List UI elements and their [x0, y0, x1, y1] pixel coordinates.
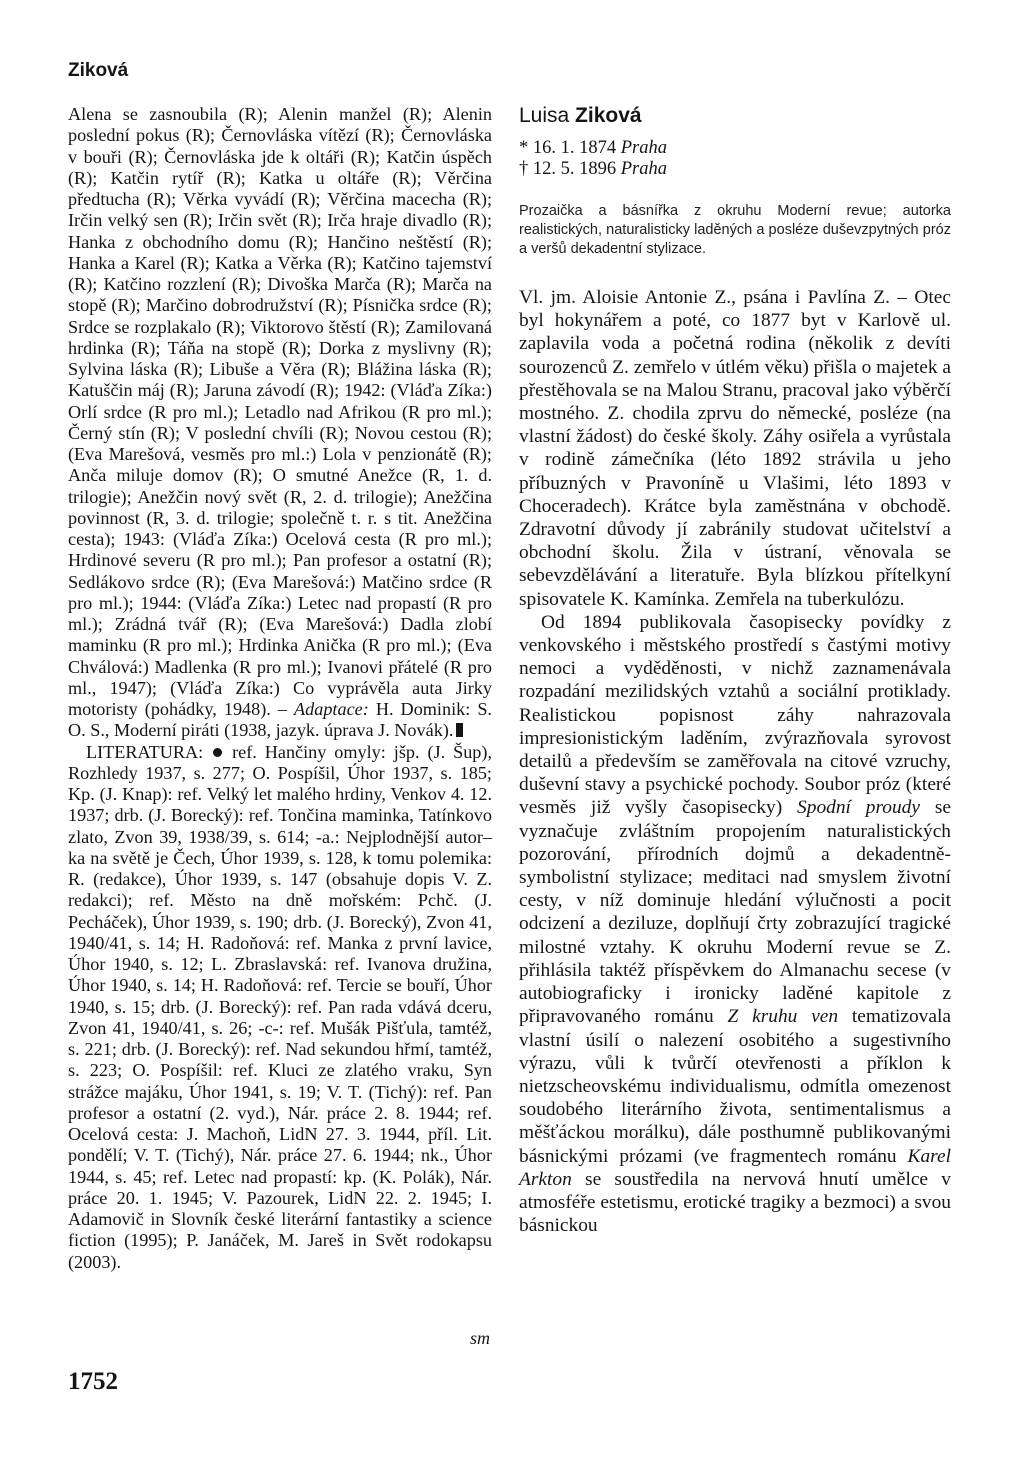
- left-column: [68, 104, 492, 1273]
- death-date-value: † 12. 5. 1896: [519, 159, 617, 179]
- death-date: [519, 159, 951, 180]
- birth-date: [519, 138, 951, 159]
- work-text-1: Od 1894 publikovala časopisecky povídky z venkovského i městského prostředí s častými motivy nemoci a vyděděnosti, v nichž zaznamenávala rozpadání mezilidských vztahů a sociální protiklady. Realistickou popisnost záhy nahrazovala impresionistickým laděním, zvýrazňovala syrovost detailů a především se zaměřovala na citové vzruchy, duševní stavy a psychické pochody. Soubor próz (které vesměs již vyšly časopisecky): [519, 611, 951, 819]
- birth-date-value: * 16. 1. 1874: [519, 138, 617, 158]
- title-z-kruhu-ven: Z kruhu ven: [727, 1006, 839, 1028]
- last-name: Ziková: [575, 104, 642, 127]
- author-signature: sm: [470, 1328, 491, 1348]
- work-text-2: se vyznačuje zvláštním propojením naturalistických pozorování, přírodních dojmů a dekadentně-symbolistní stylizace; meditaci nad smyslem životní cesty, v níž dominuje hledání výlučnosti a pocit odcizení a deziluze, doplňují črty zobrazující tragické milostné vztahy. K okruhu Moderní revue se Z. přihlásila taktéž příspěvkem do Almanachu secese (v autobiograficky i ironicky laděné kapitole z připravovaného románu: [519, 797, 951, 1028]
- adaptace-text: H. Dominik: S. O. S., Moderní piráti (1938, jazyk. úprava J. Novák).: [68, 699, 492, 741]
- entry-heading: [519, 104, 951, 128]
- biography-paragraph: Vl. jm. Aloisie Antonie Z., psána i Pavlína Z. – Otec byl hokynářem a poté, co 1877 byt v Karlově ul. zaplavila voda a početná rodina (několik z devíti sourozenců Z. zemřelo v útlém věku) přišla o majetek a přestěhovala se na Malou Stranu, pracoval jako výběrčí mostného. Z. chodila zprvu do německé, posléze (na vlastní žádost) do české školy. Záhy osiřela a vyrůstala v rodině zámečníka (léto 1892 strávila u jeho příbuzných v Pravoníně u Vlašimi, léto 1893 v Choceradech). Krátce byla zaměstnána v obchodě. Zdravotní důvody jí zabránily studovat učitelství a obchodní školu. Žila v ústraní, věnovala se sebevzdělávání a literatuře. Byla blízkou přítelkyní spisovatele K. Kamínka. Zemřela na tuberkulózu.: [519, 287, 951, 610]
- literatura-section: [68, 742, 492, 1273]
- bullet-dot-icon: [213, 748, 222, 757]
- right-column: [519, 104, 951, 1237]
- work-text-4: se soustředila na nervová hnutí umělce v atmosféře estetismu, erotické tragiky a bezmoci) a svou básnickou: [519, 1168, 951, 1237]
- running-head: Ziková: [68, 60, 129, 81]
- first-name: Luisa: [519, 104, 570, 127]
- end-mark-icon: [456, 723, 463, 737]
- adaptace-label: Adaptace:: [294, 699, 369, 719]
- literatura-label: LITERATURA:: [86, 741, 204, 762]
- title-karel-arkton: Karel Arkton: [519, 1145, 951, 1190]
- page-number: 1752: [68, 1368, 118, 1395]
- title-spodni-proudy: Spodní proudy: [797, 797, 920, 819]
- works-text: Alena se zasnoubila (R); Alenin manžel (R); Alenin poslední pokus (R); Černovláska vítězí (R); Černovláska v bouři (R); Černovláska jde k oltáři (R); Katčin úspěch (R); Katčin rytíř (R); Katka u oltáře (R); Věrčina předtucha (R); Věrka vyvádí (R); Věrčina macecha (R); Irčin velký sen (R); Irčin svět (R); Irča hraje divadlo (R); Hanka z obchodního domu (R); Hančino neštěstí (R); Hanka a Karel (R); Katka a Věrka (R); Katčino tajemství (R); Katčino rozzlení (R); Divoška Marča (R); Marča na stopě (R); Marčino dobrodružství (R); Písnička srdce (R); Srdce se rozplakalo (R); Viktorovo štěstí (R); Zamilovaná hrdinka (R); Táňa na stopě (R); Dorka z myslivny (R); Sylvina láska (R); Libuše a Věra (R); Blážina láska (R); Katuščin máj (R); Jaruna závodí (R); 1942: (Vláďa Zíka:) Orlí srdce (R pro ml.); Letadlo nad Afrikou (R pro ml.); Černý stín (R); V poslední chvíli (R); Novou cestou (R); (Eva Marešová, vesměs pro ml.:) Lola v penzionátě (R); Anča miluje domov (R); O smutné Anežce (R, 1. d. trilogie); Anežčin nový svět (R, 2. d. trilogie); Anežčina povinnost (R, 3. d. trilogie; společně t. r. s tit. Anežčina cesta); 1943: (Vláďa Zíka:) Ocelová cesta (R pro ml.); Hrdinové severu (R pro ml.); Pan profesor a ostatní (R); Sedlákovo srdce (R); (Eva Marešová:) Matčino srdce (R pro ml.); 1944: (Vláďa Zíka:) Letec nad propastí (R pro ml.); Zrádná tvář (R); (Eva Marešová:) Dadla zlobí maminku (R pro ml.); Hrdinka Anička (R pro ml.); (Eva Chválová:) Madlenka (R pro ml.); Ivanovi přátelé (R pro ml., 1947); (Vláďa Zíka:) Co vyprávěla auta Jirky motoristy (pohádky, 1948). –: [68, 104, 492, 719]
- works-list: [68, 104, 492, 742]
- work-paragraph: [519, 611, 951, 1237]
- literatura-text: ref. Hančiny omyly: jšp. (J. Šup), Rozhledy 1937, s. 277; O. Pospíšil, Úhor 1937, s. 185; Kp. (J. Knap): ref. Velký let malého hrdiny, Venkov 4. 12. 1937; drb. (J. Borecký): ref. Tončina maminka, Tatínkovo zlato, Zvon 39, 1938/39, s. 614; -a.: Nejplodnější autor–ka na světě je Čech, Úhor 1939, s. 128, k tomu polemika: R. (redakce), Úhor 1939, s. 147 (obsahuje dopis V. Z. redakci); ref. Město na dně mořském: Pchč. (J. Pecháček), Úhor 1939, s. 190; drb. (J. Borecký), Zvon 41, 1940/41, s. 14; H. Radoňová: ref. Manka z první lavice, Úhor 1940, s. 12; L. Zbraslavská: ref. Ivanova družina, Úhor 1940, s. 14; H. Radoňová: ref. Tercie se bouří, Úhor 1940, s. 15; drb. (J. Borecký): ref. Pan rada vdává dceru, Zvon 41, 1940/41, s. 26; -c-: ref. Mušák Pišťula, tamtéž, s. 221; drb. (J. Borecký): ref. Nad sekundou hřmí, tamtéž, s. 223; O. Pospíšil: ref. Kluci ze zlatého vraku, Syn strážce majáku, Úhor 1941, s. 19; V. T. (Tichý): ref. Pan profesor a ostatní (2. vyd.), Nár. práce 2. 8. 1944; ref. Ocelová cesta: J. Machoň, LidN 27. 3. 1944, příl. Lit. pondělí; V. T. (Tichý), Nár. práce 27. 6. 1944; nk., Úhor 1944, s. 45; ref. Letec nad propastí: kp. (K. Polák), Nár. práce 20. 1. 1945; V. Pazourek, LidN 22. 2. 1945; I. Adamovič in Slovník české literární fantastiky a science fiction (1995); P. Janáček, M. Jareš in Svět rodokapsu (2003).: [68, 741, 492, 1272]
- birth-place: Praha: [620, 138, 667, 158]
- work-text-3: tematizovala vlastní úsilí o nalezení osobitého a sugestivního výrazu, vůli k tvůrčí otevřenosti a příklon k nietzscheovskému individualismu, odmítla omezenost soudobého literárního života, sentimentalismus a měšťáckou morálku), dále posthumně publikovanými básnickými prózami (ve fragmentech románu: [519, 1006, 951, 1167]
- death-place: Praha: [620, 159, 667, 179]
- author-summary: Prozaička a básnířka z okruhu Moderní revue; autorka realistických, naturalisticky laděných a posléze duševzpytných próz a veršů dekadentní stylizace.: [519, 203, 951, 257]
